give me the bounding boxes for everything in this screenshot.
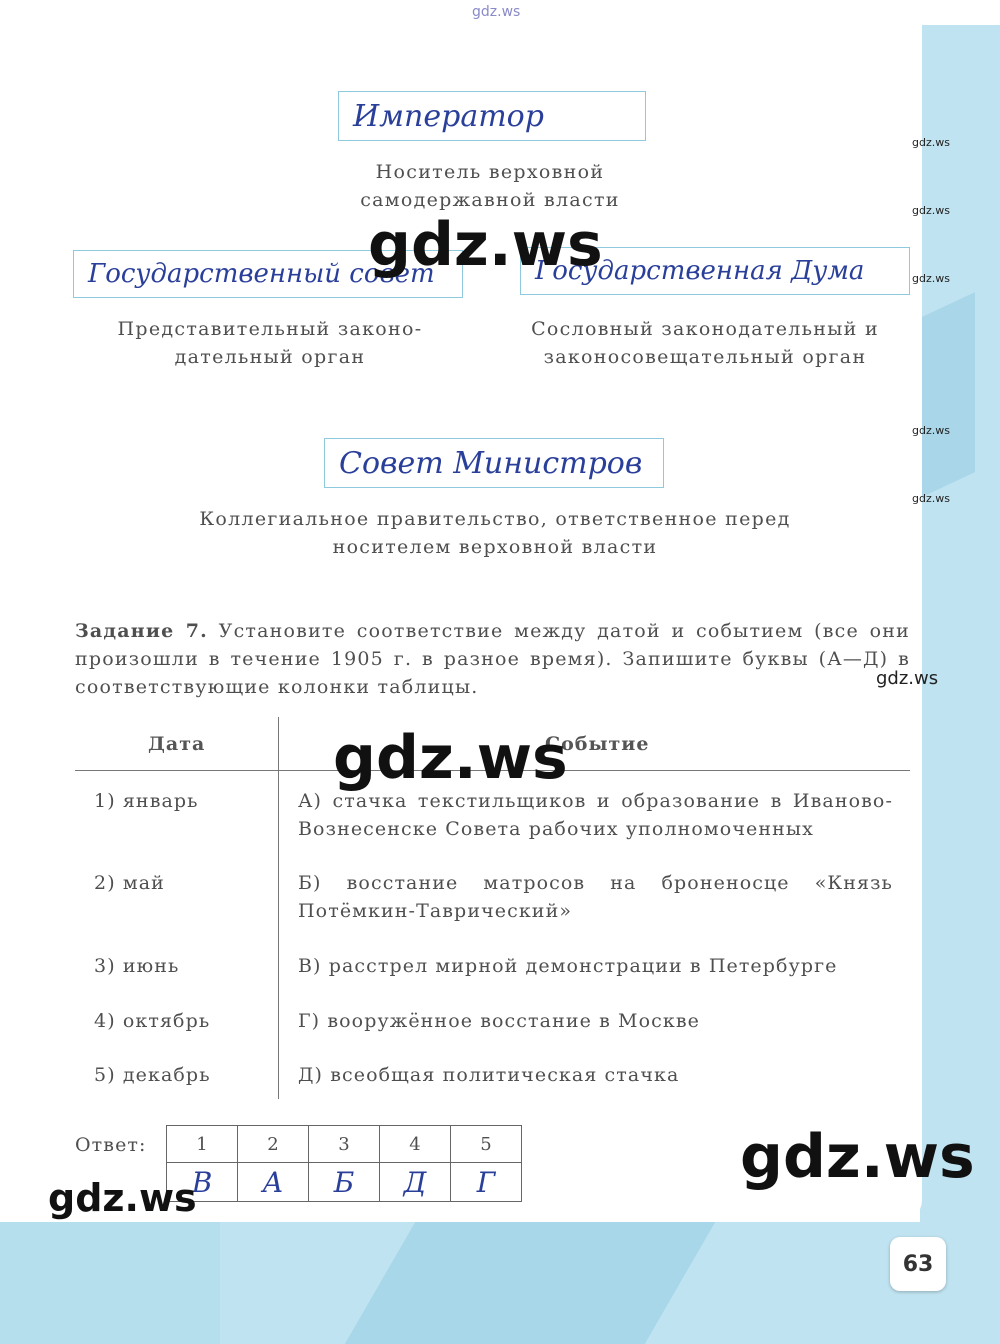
background-bottom-band (0, 1222, 1000, 1344)
event-a: А) стачка текстильщиков и образование в Иваново-Вознесенске Совета рабочих уполномоченных (298, 790, 893, 840)
emperor-caption (300, 158, 680, 214)
council-of-ministers-caption-line2: носителем верховной власти (332, 536, 658, 558)
answer-number-4: 4 (380, 1126, 451, 1163)
date-5: 5) декабрь (94, 1064, 211, 1086)
council-of-ministers-handwritten: Совет Министров (339, 445, 643, 481)
event-c: В) расстрел мирной демонстрации в Петербурге (298, 955, 838, 977)
state-duma-handwritten: Государственная Дума (535, 256, 865, 286)
event-e: Д) всеобщая политическая стачка (298, 1064, 680, 1086)
state-duma-caption-line2: законосовещательный орган (543, 346, 867, 368)
watermark-4: gdz.ws (48, 1176, 197, 1220)
date-4: 4) октябрь (94, 1010, 211, 1032)
table-header-date: Дата (148, 733, 206, 755)
event-b: Б) восстание матросов на броненосце «Князь Потёмкин-Таврический» (298, 872, 893, 922)
answer-number-5: 5 (451, 1126, 522, 1163)
table-header-event: Событие (545, 733, 650, 755)
emperor-handwritten: Император (353, 98, 544, 134)
council-of-ministers-caption-line1: Коллегиальное правительство, ответственное перед (199, 508, 791, 530)
answer-letter-5: Г (451, 1163, 522, 1202)
watermark-5: gdz.ws (876, 668, 939, 689)
watermark-small-5: gdz.ws (912, 492, 950, 505)
council-of-ministers-caption (150, 505, 840, 561)
answer-number-3: 3 (309, 1126, 380, 1163)
answer-letter-3: Б (309, 1163, 380, 1202)
watermark-1: gdz.ws (368, 210, 603, 280)
state-council-caption (80, 315, 460, 371)
table-column-divider (278, 717, 279, 1099)
watermark-small-3: gdz.ws (912, 272, 950, 285)
answer-number-2: 2 (238, 1126, 309, 1163)
council-of-ministers-box (324, 438, 664, 488)
emperor-caption-line2: самодержавной власти (360, 189, 620, 211)
state-council-caption-line1: Представительный законо- (117, 318, 423, 340)
date-3: 3) июнь (94, 955, 180, 977)
watermark-small-2: gdz.ws (912, 204, 950, 217)
date-1: 1) январь (94, 790, 199, 812)
answer-number-1: 1 (167, 1126, 238, 1163)
state-duma-caption (510, 315, 900, 371)
task-paragraph (75, 617, 910, 701)
date-2: 2) май (94, 872, 165, 894)
watermark-3: gdz.ws (740, 1122, 975, 1192)
page-number: 63 (890, 1237, 946, 1291)
answer-letter-4: Д (380, 1163, 451, 1202)
watermark-2: gdz.ws (333, 723, 568, 793)
answer-letter-1: В (167, 1163, 238, 1202)
watermark-small-4: gdz.ws (912, 424, 950, 437)
event-d: Г) вооружённое восстание в Москве (298, 1010, 700, 1032)
state-duma-caption-line1: Сословный законодательный и (531, 318, 879, 340)
answer-label: Ответ: (75, 1134, 147, 1156)
task-text: Установите соответствие между датой и событием (все они произошли в течение 1905 г. в разное время). Запишите буквы (А—Д) в соответствующие колонки таблицы. (75, 620, 910, 698)
state-council-caption-line2: дательный орган (174, 346, 366, 368)
watermark-small-1: gdz.ws (912, 136, 950, 149)
answer-table (166, 1125, 522, 1202)
emperor-caption-line1: Носитель верховной (375, 161, 605, 183)
emperor-box (338, 91, 646, 141)
task-label: Задание 7. (75, 620, 208, 642)
answer-letter-2: А (238, 1163, 309, 1202)
state-council-handwritten: Государственный совет (88, 259, 435, 289)
header-watermark: gdz.ws (472, 4, 521, 20)
